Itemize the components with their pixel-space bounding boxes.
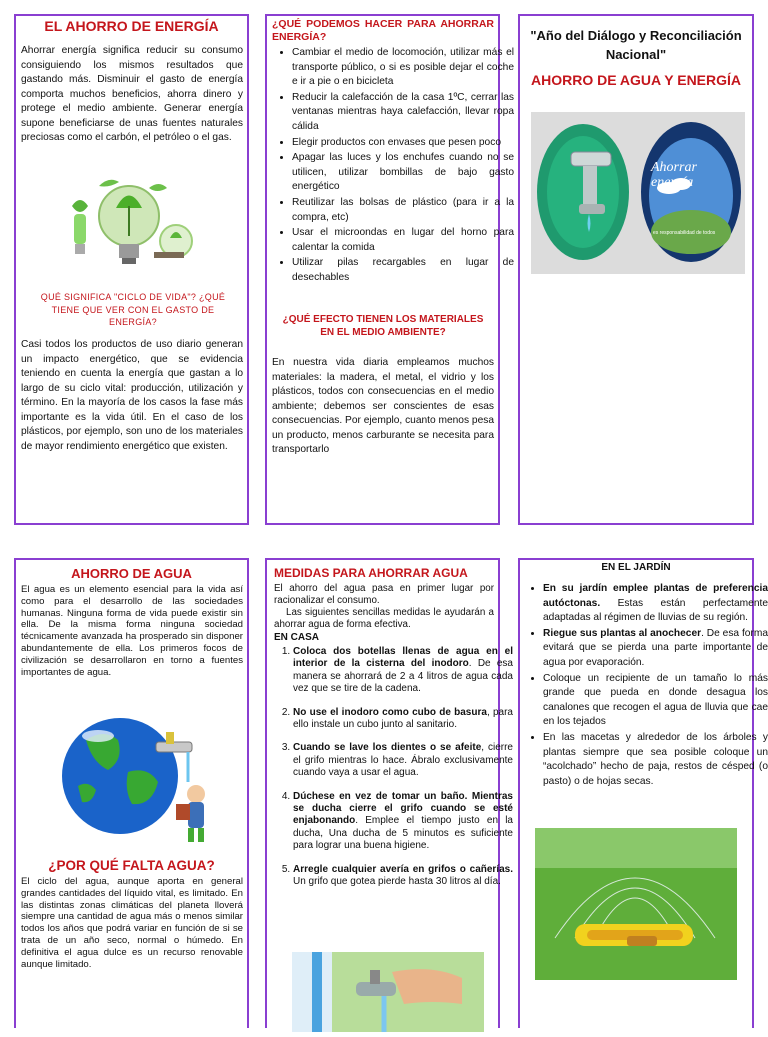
water-measure-item-text: . De esa manera se ahorrará de 2 a 4 litros de agua cada vez que se tire de la cadena. xyxy=(293,658,513,695)
section-home: EN CASA xyxy=(274,632,320,643)
materials-subtitle: ¿QUÉ EFECTO TIENEN LOS MATERIALES EN EL MEDIO AMBIENTE? xyxy=(282,314,484,338)
faucet-hand-image xyxy=(292,952,484,1032)
water-measure-item xyxy=(293,864,513,889)
panel-energy-saving xyxy=(14,14,249,525)
water-measure-item-text: , cierre el grifo mientras lo hace. Ábralo exclusivamente cuando vaya a usar el agua. xyxy=(293,742,513,779)
panel-title: EL AHORRO DE ENERGÍA xyxy=(44,18,219,34)
energy-tip-item: • Elegir productos con envases que pesen poco xyxy=(292,136,514,151)
water-measure-item xyxy=(293,707,513,732)
water-measure-item-bold: Dúchese en vez de tomar un baño. Mientras se ducha cierre el grifo cuando se esté enjabonando xyxy=(293,790,513,827)
panel-title: ¿QUÉ PODEMOS HACER PARA AHORRAR ENERGÍA? xyxy=(272,18,494,43)
energy-tip-item: • Utilizar pilas recargables en lugar de desechables xyxy=(292,256,514,285)
panel-water-measures xyxy=(265,558,513,1028)
energy-tip-item: • Cambiar el medio de locomoción, utilizar más el transporte público, o si es posible dejar el coche e ir a pie o en bicicleta xyxy=(292,46,514,90)
water-measure-item-text: . Emplee el tiempo justo en la ducha, Una ducha de 5 minutos es suficiente para lograr una buena higiene. xyxy=(293,815,513,852)
lifecycle-answer: Casi todos los productos de uso diario generan un impacto energético, que se evidencia teniendo en cuenta la energía que gastan a lo largo de su ciclo vital: producción, utilización y término. En la mayoría de los casos la fase más importante es la vida útil. En el caso de los plásticos, por ejemplo, son uno de los materiales de mayor rendimiento energético que existen. xyxy=(21,339,243,452)
earth-faucet-image xyxy=(38,702,228,848)
cover-image xyxy=(531,112,745,274)
garden-tip-item xyxy=(543,627,768,671)
cover-title: AHORRO DE AGUA Y ENERGÍA xyxy=(530,72,742,88)
water-measure-item xyxy=(293,646,513,696)
garden-tip-item-bold: Riegue sus plantas al anochecer xyxy=(543,627,702,639)
garden-tips-list xyxy=(523,582,768,790)
garden-tip-item xyxy=(543,582,768,626)
energy-tip-item: • Reutilizar las bolsas de plástico (para ir a la compra, etc) xyxy=(292,196,514,225)
energy-tip-item: • Apagar las luces y los enchufes cuando no se utilicen, utilizar bombillas de bajo gasto energético xyxy=(292,151,514,195)
panel-cover xyxy=(518,14,754,525)
why-lacking-text: El ciclo del agua, aunque aporta en general grandes cantidades del líquido vital, es limitado. En las distintas zonas climáticas del planeta lloverá siempre una cantidad de agua más o menos similar todos los años que podrá variar en función de si se trata de un año seco, normal o húmedo. En definitiva el agua dulce es un recurso renovable aunque limitado. xyxy=(21,876,243,970)
water-measure-item-text: Un grifo que gotea pierde hasta 30 litros al día. xyxy=(293,876,501,888)
year-motto: "Año del Diálogo y Reconciliación Nacional" xyxy=(530,28,742,62)
energy-tip-item: • Usar el microondas en lugar del horno para calentar la comida xyxy=(292,226,514,255)
panel-garden xyxy=(518,558,768,1028)
materials-text: En nuestra vida diaria empleamos muchos materiales: la madera, el metal, el vidrio y los plásticos, todos con consecuencias en el medio ambiente; debemos ser conscientes de esas consecuencias. Por ejemplo, cuanto menos pesa un producto, menos carburante se necesita para transportarlo xyxy=(272,357,494,455)
intro-text: Ahorrar energía significa reducir su consumo consiguiendo los mismos resultados que gastando más. Disminuir el gasto de energía comporta muchos beneficios, ahorra dinero y protege el medio ambiente. Generar energía supone beneficiarse de unas fuentes naturales preciosas como el carbón, el petróleo o el gas. xyxy=(21,45,243,143)
panel-title: MEDIDAS PARA AHORRAR AGUA xyxy=(274,566,468,580)
intro-text: El agua es un elemento esencial para la vida así como para el desarrollo de las sociedades humanas. Ninguna forma de vida puede existir sin ella. De la misma forma ninguna sociedad técnicamente avanzada ha prosperado sin disponer abundantemente de ella. Los primeros focos de civilización se desarrollaron en torno a fuentes importantes de agua. xyxy=(21,584,243,678)
poster-caption: es responsabilidad de todos xyxy=(653,230,716,236)
water-measure-item xyxy=(293,791,513,853)
energy-tip-item: • Reducir la calefacción de la casa 1ºC, cerrar las ventanas mientras haya calefacción, llevar ropa cálida xyxy=(292,91,514,135)
panel-what-can-we-do xyxy=(265,14,514,525)
intro-2: Las siguientes sencillas medidas le ayudarán a ahorrar agua de forma efectiva. xyxy=(274,607,494,630)
garden-tip-item-text: . De esa forma evitará que se pierda una parte importante de agua por evaporación. xyxy=(543,627,768,668)
sprinkler-image xyxy=(535,828,737,980)
water-measure-item-bold: Cuando se lave los dientes o se afeite xyxy=(293,742,482,754)
garden-tip-item-text: Estas están perfectamente adaptadas al régimen de lluvias de su región. xyxy=(543,597,768,624)
panel-title: EN EL JARDÍN xyxy=(601,562,671,573)
panel-water-saving xyxy=(14,558,249,1028)
water-measures-list xyxy=(274,646,513,900)
intro-1: El ahorro del agua pasa en primer lugar por racionalizar el consumo. xyxy=(274,583,494,606)
garden-tip-item-bold: En su jardín emplee plantas de preferencia autóctonas. xyxy=(543,583,768,609)
garden-tip-item-text: Coloque un recipiente de un tamaño lo más grande que pueda en donde desagua los canalones que recogen el agua de lluvia que cae en los tejados xyxy=(543,672,768,728)
water-measure-item-bold: Coloca dos botellas llenas de agua en el interior de la cisterna del inodoro xyxy=(293,646,513,670)
poster-headline: Ahorrar energía xyxy=(651,160,697,190)
water-measure-item xyxy=(293,742,513,779)
water-measure-item-bold: Arregle cualquier avería en grifos o cañerías. xyxy=(293,863,513,875)
bulbs-image xyxy=(54,166,204,276)
garden-tip-item-text: En las macetas y alrededor de los árboles y plantas siempre que sea posible coloque un “acolchado” hecho de paja, restos de césped (o pasto) o de hojas secas. xyxy=(543,731,768,787)
garden-tip-item xyxy=(543,731,768,789)
energy-tips-list xyxy=(272,46,514,287)
garden-tip-item xyxy=(543,672,768,730)
panel-title: AHORRO DE AGUA xyxy=(71,566,192,581)
water-measure-item-text: , para ello instale un cubo junto al sanitario. xyxy=(293,706,513,731)
why-lacking-title: ¿POR QUÉ FALTA AGUA? xyxy=(48,858,215,873)
water-measure-item-bold: No use el inodoro como cubo de basura xyxy=(293,706,487,718)
lifecycle-question: QUÉ SIGNIFICA "CICLO DE VIDA"? ¿QUÉ TIENE QUE VER CON EL GASTO DE ENERGÍA? xyxy=(40,292,226,327)
